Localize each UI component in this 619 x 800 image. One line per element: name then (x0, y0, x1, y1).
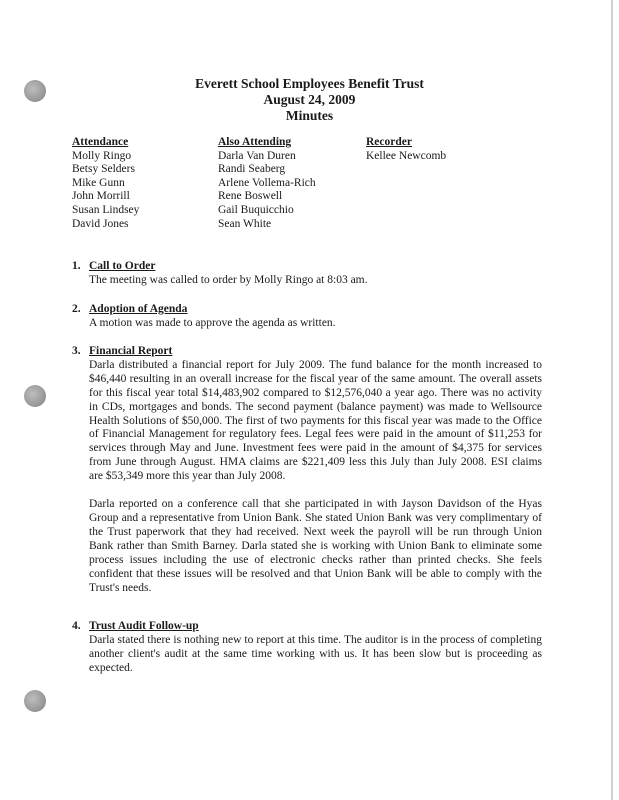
section-call-to-order (72, 260, 542, 288)
also-attendee: Randi Seaberg (218, 163, 286, 176)
section-title: Call to Order (89, 260, 156, 272)
attendee: Mike Gunn (72, 176, 125, 189)
section-title: Financial Report (89, 345, 173, 357)
attendee: David Jones (72, 217, 129, 230)
punch-hole-icon (24, 690, 46, 712)
section-title: Adoption of Agenda (89, 303, 188, 315)
also-attending-column (218, 136, 316, 231)
attendee: Susan Lindsey (72, 203, 140, 216)
section-number: 3. (72, 345, 81, 357)
attendance-header: Attendance (72, 136, 129, 148)
also-attendee: Gail Buquicchio (218, 203, 294, 216)
section-body (89, 274, 542, 288)
also-attendee: Darla Van Duren (218, 149, 296, 162)
recorder-column (366, 136, 446, 163)
paragraph: Darla distributed a financial report for July 2009. The fund balance for the month increased to $46,440 resulting in an overall increase for the fiscal year of the same amount. The overall assets for this fiscal year total $14,483,902 compared to $12,576,040 a year ago. There was no activity in CDs, mortgages and bonds. The second payment (balance payment) was made to Wellsource Health Solutions of $50,000. The first of two payments for this fiscal year was made to the Office of Financial Management for regulatory fees. Legal fees were paid in the amount of $11,253 for services through May and June. Investment fees were paid in the amount of $4,375 for services from June through August. HMA claims are $221,409 less this July than July 2008. ESI claims are $53,349 more this year than July 2008. (89, 358, 542, 483)
section-body (89, 359, 542, 596)
section-title: Trust Audit Follow-up (89, 620, 199, 632)
attendee: Molly Ringo (72, 149, 132, 162)
paragraph: Darla reported on a conference call that she participated in with Jayson Davidson of the Hyas Group and a representative from Union Bank. She stated Union Bank was very complimentary of the Trust paperwork that they had received. Next week the payroll will be run through Union Bank rather than Smith Barney. Darla stated she is working with Union Bank to eliminate some process issues including the use of electronic checks rather than printed checks. She feels confident that these issues will be resolved and that Union Bank will be able to comply with the Trust's needs. (89, 498, 542, 594)
punch-hole-icon (24, 385, 46, 407)
also-attendee: Arlene Vollema-Rich (218, 176, 316, 189)
section-trust-audit-follow-up (72, 620, 542, 676)
section-financial-report (72, 345, 542, 595)
section-number: 4. (72, 620, 81, 632)
doc-type: Minutes (285, 108, 334, 123)
also-attendee: Rene Boswell (218, 190, 283, 203)
paragraph: A motion was made to approve the agenda as written. (89, 316, 336, 329)
meeting-date: August 24, 2009 (263, 92, 356, 107)
document-header (0, 76, 619, 124)
section-body (89, 634, 542, 676)
also-attendee: Sean White (218, 217, 272, 230)
org-title: Everett School Employees Benefit Trust (195, 76, 424, 91)
attendee: Betsy Selders (72, 163, 135, 176)
recorder-header: Recorder (366, 136, 412, 148)
section-number: 1. (72, 260, 81, 272)
paragraph: The meeting was called to order by Molly Ringo at 8:03 am. (89, 273, 368, 286)
attendee: John Morrill (72, 190, 130, 203)
paragraph: Darla stated there is nothing new to report at this time. The auditor is in the process of completing another client's audit at the same time working with us. It has been slow but is proceeding as expected. (89, 633, 542, 674)
recorder-name: Kellee Newcomb (366, 149, 447, 162)
also-attending-header: Also Attending (218, 136, 292, 148)
section-adoption-of-agenda (72, 303, 542, 331)
attendance-column (72, 136, 139, 231)
section-number: 2. (72, 303, 81, 315)
section-body (89, 317, 542, 331)
